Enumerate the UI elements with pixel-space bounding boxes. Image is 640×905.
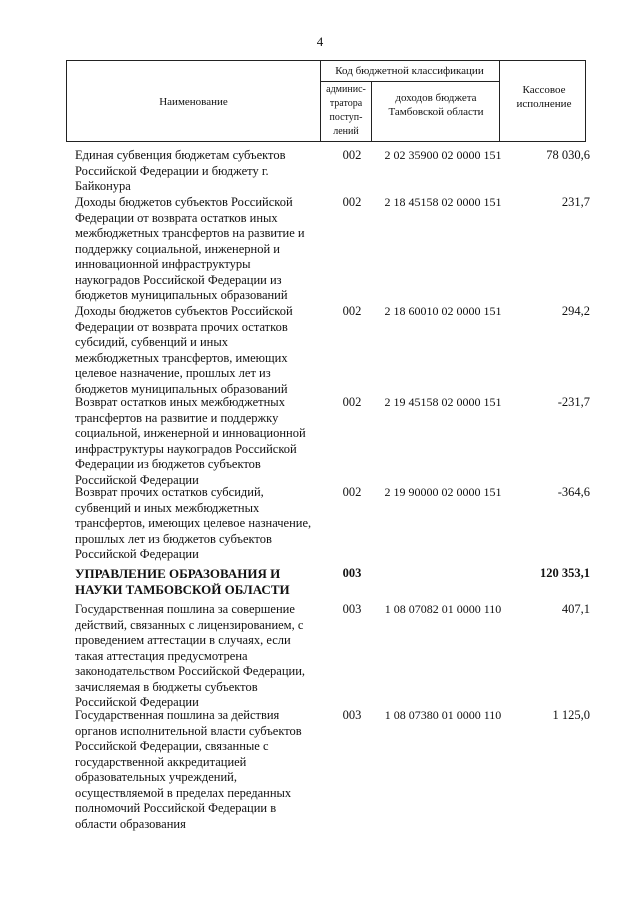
row-name: Возврат остатков иных межбюджетных трансфертов на развитие и поддержку социальной, инженерной и инновационной инфраструктуры наукоградов Российской Федерации из бюджетов субъектов Российской Федерации [75,395,306,487]
row-admin: 002 [342,485,362,499]
row-admin: 002 [342,395,362,409]
row-amount: 120 353,1 [540,566,590,580]
row-name: Возврат прочих остатков субсидий, субвенций и иных межбюджетных трансфертов, имеющих целевое назначение, прошлых лет из бюджетов субъектов Российской Федерации [75,485,312,561]
row-name: Доходы бюджетов субъектов Российской Федерации от возврата прочих остатков субсидий, субвенций и иных межбюджетных трансфертов, имеющих целевое назначение, прошлых лет из бюджетов муниципальных образований [75,304,293,396]
header-admin: админис-тратора поступ-лений [326,84,366,137]
row-code: 2 18 60010 02 0000 151 [384,304,502,318]
section-heading: УПРАВЛЕНИЕ ОБРАЗОВАНИЯ И НАУКИ ТАМБОВСКОЙ ОБЛАСТИ [75,566,290,597]
header-code: Код бюджетной классификации [335,65,484,77]
row-amount: -364,6 [557,485,590,499]
header-amount: Кассовое исполнение [516,84,572,110]
row-name: Государственная пошлина за действия органов исполнительной власти субъектов Российской Федерации, связанные с государственной аккредитацией образовательных учреждений, осуществляемой в пределах переданных полномочий Российской Федерации в области образования [75,708,302,831]
row-code: 2 19 45158 02 0000 151 [384,395,502,409]
table-header [66,60,586,142]
row-amount: 407,1 [561,602,590,616]
row-name: Доходы бюджетов субъектов Российской Федерации от возврата остатков иных межбюджетных трансфертов на развитие и поддержку социальной, инженерной и инновационной инфраструктуры наукоградов Российской Федерации из бюджетов муниципальных образований [75,195,305,302]
row-amount: -231,7 [557,395,590,409]
row-admin: 002 [342,304,362,318]
row-code: 2 19 90000 02 0000 151 [384,485,502,499]
row-code: 1 08 07380 01 0000 110 [384,708,502,722]
row-amount: 231,7 [561,195,590,209]
row-code: 1 08 07082 01 0000 110 [384,602,502,616]
row-name: Государственная пошлина за совершение действий, связанных с лицензированием, с проведением аттестации в случаях, если такая аттестация предусмотрена законодательством Российской Федерации, зачисляемая в бюджеты субъектов Российской Федерации [75,602,306,709]
row-admin: 003 [342,708,362,722]
row-admin: 002 [342,148,362,162]
row-admin: 003 [342,566,362,580]
page-number: 4 [316,34,324,49]
header-income: доходов бюджета Тамбовской области [388,92,484,118]
row-name: Единая субвенция бюджетам субъектов Российской Федерации и бюджету г. Байконура [75,148,286,193]
row-admin: 002 [342,195,362,209]
row-code: 2 02 35900 02 0000 151 [384,148,502,162]
row-amount: 78 030,6 [546,148,590,162]
row-admin: 003 [342,602,362,616]
row-amount: 1 125,0 [552,708,590,722]
row-code: 2 18 45158 02 0000 151 [384,195,502,209]
header-name: Наименование [159,96,228,108]
row-amount: 294,2 [561,304,590,318]
